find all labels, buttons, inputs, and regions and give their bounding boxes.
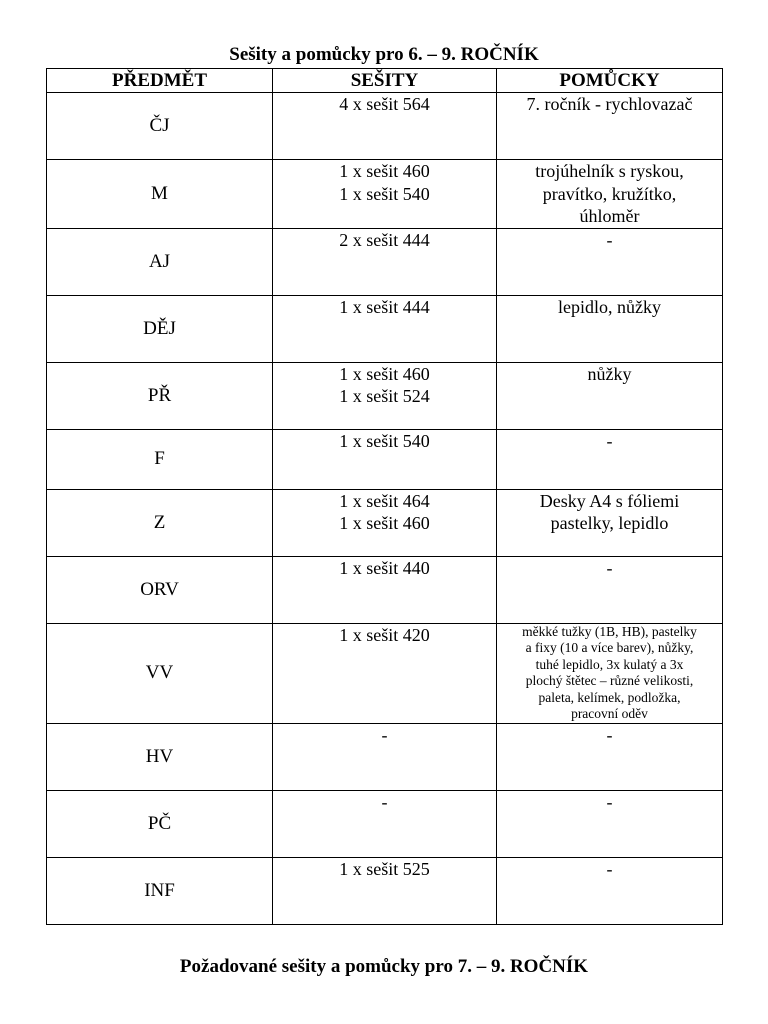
notebook-line: 1 x sešit 540 [339,430,430,451]
supply-line: - [606,229,613,250]
supply-line: úhloměr [579,206,640,226]
subject-cell: INF [47,857,273,924]
table-row [47,429,723,489]
supply-line: - [606,430,613,451]
notebooks-cell [273,362,497,429]
table-row [47,362,723,429]
supplies-cell [497,228,723,295]
notebook-line: 2 x sešit 444 [339,229,430,250]
supply-line: pracovní oděv [571,706,648,721]
notebook-line: 1 x sešit 540 [339,183,430,204]
page-title: Sešity a pomůcky pro 6. – 9. ROČNÍK [229,44,539,65]
supplies-cell [497,489,723,556]
subject-cell: PČ [47,790,273,857]
subject-cell: VV [47,623,273,723]
subject-cell: ORV [47,556,273,623]
header-notebooks: SEŠITY [273,69,497,93]
supply-line: - [606,724,613,745]
supply-line: - [606,557,613,578]
notebook-line: 1 x sešit 440 [339,557,430,578]
table-row [47,623,723,723]
notebook-line: 1 x sešit 460 [339,513,430,533]
supplies-cell [497,429,723,489]
section-title: Požadované sešity a pomůcky pro 7. – 9. ROČNÍK [179,956,589,977]
supply-line: tuhé lepidlo, 3x kulatý a 3x [535,656,684,672]
notebooks-cell [273,857,497,924]
supply-line: - [606,858,613,879]
subject-cell: F [47,429,273,489]
supplies-cell [497,160,723,229]
supplies-cell [497,723,723,790]
supplies-cell [497,857,723,924]
table-row [47,489,723,556]
supply-line: plochý štětec – různé velikosti, [525,673,694,688]
notebook-line: 1 x sešit 460 [339,363,430,384]
notebooks-cell [273,429,497,489]
supply-line: 7. ročník - rychlovazač [526,94,693,114]
supply-line: lepidlo, nůžky [558,296,661,317]
supply-line: nůžky [587,363,632,384]
table-row [47,723,723,790]
supply-line: pravítko, kružítko, [542,183,677,204]
notebooks-cell [273,623,497,723]
notebook-line: 1 x sešit 524 [339,386,430,406]
supply-line: - [606,791,613,812]
table-row [47,857,723,924]
header-subject: PŘEDMĚT [47,69,273,93]
notebook-line: 1 x sešit 460 [339,161,430,181]
subject-cell: M [47,160,273,229]
supplies-cell [497,623,723,723]
table-row [47,228,723,295]
supplies-table [46,68,723,925]
notebooks-cell [273,228,497,295]
supplies-cell [497,362,723,429]
subject-cell: DĚJ [47,295,273,362]
subject-cell: AJ [47,228,273,295]
supplies-cell [497,93,723,160]
notebooks-cell [273,160,497,229]
supply-line: paleta, kelímek, podložka, [538,689,681,705]
notebook-line: - [381,791,388,812]
table-row [47,556,723,623]
notebooks-cell [273,295,497,362]
notebook-line: 1 x sešit 444 [339,296,430,317]
supply-line: trojúhelník s ryskou, [535,161,684,181]
supply-line: a fixy (10 a více barev), nůžky, [525,640,694,655]
supplies-cell [497,295,723,362]
subject-cell: ČJ [47,93,273,160]
table-row [47,160,723,229]
notebook-line: - [381,724,388,745]
notebooks-cell [273,489,497,556]
notebooks-cell [273,723,497,790]
table-row [47,295,723,362]
notebooks-cell [273,790,497,857]
notebook-line: 1 x sešit 464 [339,490,430,511]
subject-cell: HV [47,723,273,790]
table-row [47,93,723,160]
table-row [47,790,723,857]
table-header-row [47,69,723,93]
supply-line: Desky A4 s fóliemi [539,490,680,511]
notebooks-cell [273,93,497,160]
notebook-line: 4 x sešit 564 [339,94,430,114]
supplies-cell [497,790,723,857]
header-supplies: POMŮCKY [497,69,723,93]
supply-line: měkké tužky (1B, HB), pastelky [522,623,697,639]
supply-line: pastelky, lepidlo [550,513,669,533]
supplies-cell [497,556,723,623]
subject-cell: PŘ [47,362,273,429]
notebooks-cell [273,556,497,623]
notebook-line: 1 x sešit 525 [339,858,430,879]
subject-cell: Z [47,489,273,556]
notebook-line: 1 x sešit 420 [339,624,430,645]
